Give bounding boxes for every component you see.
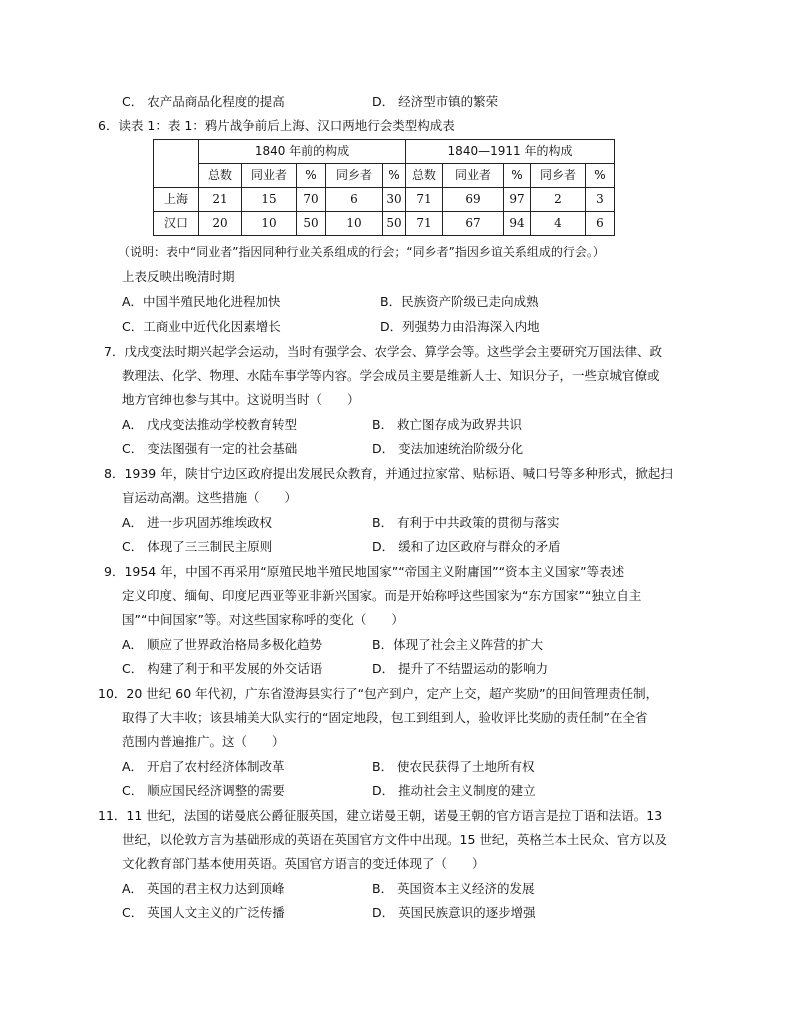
table-header: 总数 [199, 164, 242, 188]
q10-stem-line-2: 取得了大丰收；该县埔美大队实行的“固定地段，包工到组到人，验收评比奖励的责任制”在全省 [122, 710, 648, 725]
table-cell: 70 [297, 188, 326, 212]
table-cell: 6 [586, 212, 615, 236]
q7-option-b: B． 救亡图存成为政界共识 [372, 417, 523, 432]
q9-stem-line-1: 9．1954 年，中国不再采用“原殖民地半殖民地国家”“帝国主义附庸国”“资本主义国家”等表述 [104, 564, 625, 579]
q6-stem: 6．读表 1：表 1：鸦片战争前后上海、汉口两地行会类型构成表 [98, 118, 455, 133]
q8-stem-line-1: 8．1939 年，陕甘宁边区政府提出发展民众教育，并通过拉家常、贴标语、喊口号等多种形式，掀起扫 [104, 466, 673, 481]
table-cell: 2 [531, 188, 586, 212]
q11-option-b: B． 英国资本主义经济的发展 [372, 881, 535, 896]
q9-stem-line-2: 定义印度、缅甸、印度尼西亚等亚非新兴国家。而是开始称呼这些国家为“东方国家”“独立自主 [122, 588, 642, 603]
table-cell: 71 [406, 188, 443, 212]
q7-stem-line-1: 7．戊戌变法时期兴起学会运动，当时有强学会、农学会、算学会等。这些学会主要研究万国法律、政 [104, 344, 662, 359]
q10-stem-line-3: 范围内普遍推广。这（ ） [122, 734, 285, 749]
table-cell: 15 [242, 188, 297, 212]
q11-option-d: D． 英国民族意识的逐步增强 [372, 905, 536, 920]
q10-option-c: C． 顺应国民经济调整的需要 [122, 783, 285, 798]
q5-option-d: D． 经济型市镇的繁荣 [372, 94, 499, 109]
q10-option-b: B． 使农民获得了土地所有权 [372, 759, 535, 774]
q9-stem-line-3: 国”“中间国家”等。对这些国家称呼的变化（ ） [122, 612, 404, 627]
q7-option-c: C． 变法图强有一定的社会基础 [122, 441, 298, 456]
table-header: 同业者 [443, 164, 504, 188]
q10-option-d: D． 推动社会主义制度的建立 [372, 783, 536, 798]
table-cell: 20 [199, 212, 242, 236]
q9-option-b: B．体现了社会主义阵营的扩大 [372, 637, 544, 652]
q11-stem-line-3: 文化教育部门基本使用英语。英国官方语言的变迁体现了（ ） [122, 856, 485, 871]
table-group-header-1840: 1840 年前的构成 [199, 140, 406, 164]
q11-option-c: C． 英国人文主义的广泛传播 [122, 905, 285, 920]
table-row [154, 188, 615, 212]
table-cell: 71 [406, 212, 443, 236]
q8-option-c: C． 体现了三三制民主原则 [122, 539, 273, 554]
table-row [154, 212, 615, 236]
table-cell: 50 [383, 212, 406, 236]
q6-option-a: A．中国半殖民地化进程加快 [122, 294, 281, 309]
table-cell: 69 [443, 188, 504, 212]
table-cell: 10 [242, 212, 297, 236]
q6-option-b: B．民族资产阶级已走向成熟 [380, 294, 539, 309]
table-group-header-1840-1911: 1840—1911 年的构成 [406, 140, 615, 164]
table-header: % [504, 164, 531, 188]
table-row-city: 汉口 [154, 212, 199, 236]
table-cell: 3 [586, 188, 615, 212]
q11-stem-line-1: 11．11 世纪，法国的诺曼底公爵征服英国，建立诺曼王朝，诺曼王朝的官方语言是拉丁语和法语。13 [98, 808, 663, 823]
guild-composition-table [153, 139, 615, 236]
q9-option-d: D． 提升了不结盟运动的影响力 [372, 661, 549, 676]
q6-option-c: C．工商业中近代化因素增长 [122, 319, 281, 334]
q9-option-a: A． 顺应了世界政治格局多极化趋势 [122, 637, 323, 652]
table-cell: 10 [326, 212, 383, 236]
q8-option-b: B． 有利于中共政策的贯彻与落实 [372, 515, 560, 530]
q6-note: （说明：表中“同业者”指因同种行业关系组成的行会；“同乡者”指因乡谊关系组成的行会。） [118, 245, 605, 259]
table-header: % [297, 164, 326, 188]
q7-stem-line-2: 教理法、化学、物理、水陆车事学等内容。学会成员主要是维新人士、知识分子，一些京城官僚或 [122, 368, 660, 383]
table-cell: 6 [326, 188, 383, 212]
q8-option-a: A． 进一步巩固苏维埃政权 [122, 515, 273, 530]
table-cell: 94 [504, 212, 531, 236]
q5-option-c: C． 农产品商品化程度的提高 [122, 94, 285, 109]
table-cell: 50 [297, 212, 326, 236]
table-header: 总数 [406, 164, 443, 188]
q9-option-c: C． 构建了利于和平发展的外交话语 [122, 661, 323, 676]
table-corner-cell [154, 140, 199, 188]
table-cell: 67 [443, 212, 504, 236]
q8-option-d: D． 缓和了边区政府与群众的矛盾 [372, 539, 561, 554]
q10-stem-line-1: 10．20 世纪 60 年代初，广东省澄海县实行了“包产到户，定产上交，超产奖励”的田间管理责任制， [98, 686, 659, 701]
table-cell: 97 [504, 188, 531, 212]
q6-option-d: D．列强势力由沿海深入内地 [380, 319, 540, 334]
q11-option-a: A． 英国的君主权力达到顶峰 [122, 881, 285, 896]
q7-option-d: D． 变法加速统治阶级分化 [372, 441, 524, 456]
table-cell: 30 [383, 188, 406, 212]
table-cell: 4 [531, 212, 586, 236]
table-cell: 21 [199, 188, 242, 212]
table-header: % [383, 164, 406, 188]
q7-option-a: A． 戊戌变法推动学校教育转型 [122, 417, 298, 432]
table-header: 同乡者 [326, 164, 383, 188]
table-row-city: 上海 [154, 188, 199, 212]
q10-option-a: A． 开启了农村经济体制改革 [122, 759, 285, 774]
table-header: 同业者 [242, 164, 297, 188]
table-header: % [586, 164, 615, 188]
table-header: 同乡者 [531, 164, 586, 188]
q11-stem-line-2: 世纪，以伦敦方言为基础形成的英语在英国官方文件中出现。15 世纪，英格兰本土民众、官方以及 [122, 832, 667, 847]
q6-prompt: 上表反映出晚清时期 [122, 269, 235, 284]
q8-stem-line-2: 盲运动高潮。这些措施（ ） [122, 490, 298, 505]
q7-stem-line-3: 地方官绅也参与其中。这说明当时（ ） [122, 392, 360, 407]
